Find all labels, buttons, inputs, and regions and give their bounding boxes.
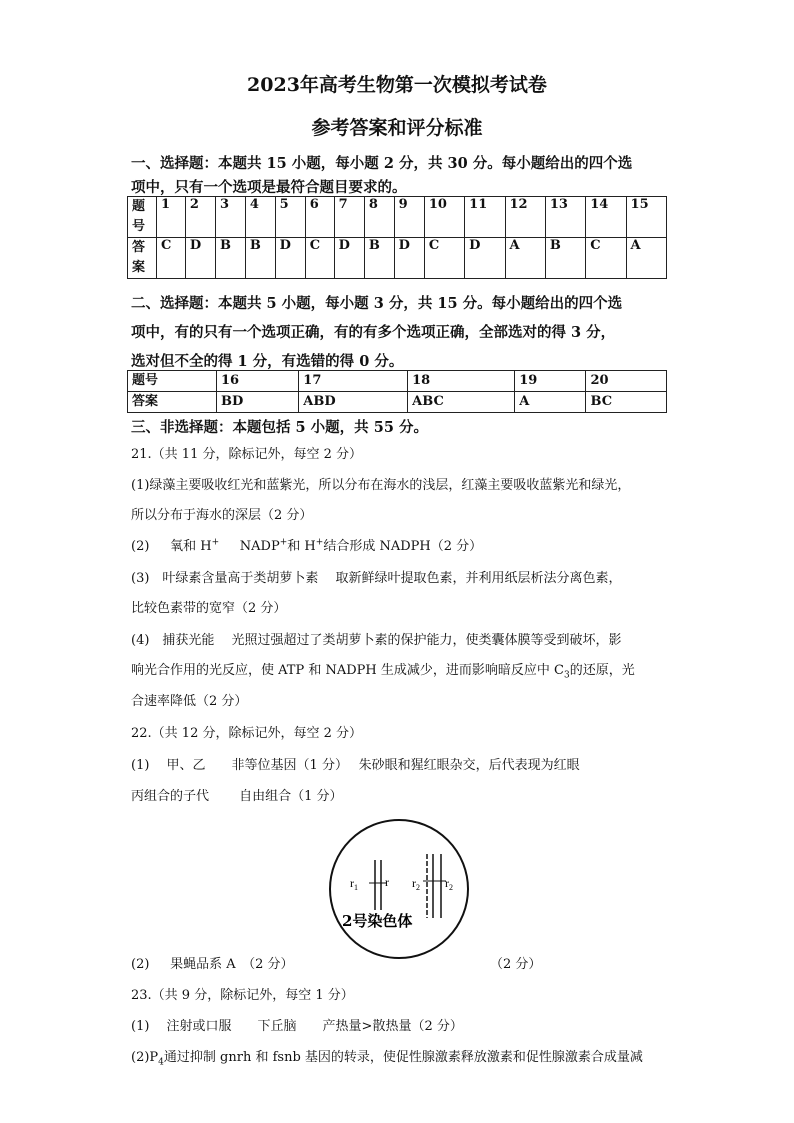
answer-cell: ABD <box>299 392 408 413</box>
row-header-question: 题号 <box>128 371 217 392</box>
q21-answer-2 <box>131 535 482 554</box>
question-number: 18 <box>408 371 515 392</box>
q22-answer-2 <box>131 953 294 972</box>
question-number: 14 <box>586 197 626 238</box>
answer-cell: ABC <box>408 392 515 413</box>
row-header-answer: 答案 <box>128 392 217 413</box>
answer-row <box>128 238 667 279</box>
answer-cell: BC <box>586 392 667 413</box>
row-header-question: 题号 <box>128 197 157 238</box>
q21-header: 21.（共 11 分，除标记外，每空 2 分） <box>131 447 363 462</box>
answer-cell: BD <box>217 392 299 413</box>
superscript-plus: + <box>211 537 220 548</box>
question-number: 4 <box>245 197 275 238</box>
section1-intro-line1: 一、选择题：本题共 15 小题，每小题 2 分，共 30 分。每小题给出的四个选 <box>131 155 633 172</box>
answer-cell: A <box>505 238 545 279</box>
answer-text: 氧和 H <box>170 539 212 554</box>
question-number: 1 <box>157 197 186 238</box>
q23-answer-1: (1) 注射或口服 下丘脑 产热量>散热量（2 分） <box>131 1019 463 1034</box>
question-number: 15 <box>626 197 666 238</box>
answer-cell: D <box>334 238 364 279</box>
answer-cell: B <box>216 238 246 279</box>
answer-row <box>128 392 667 413</box>
superscript-plus: + <box>315 537 324 548</box>
question-number: 5 <box>275 197 305 238</box>
question-number: 7 <box>334 197 364 238</box>
q21-answer-4b <box>131 659 635 681</box>
q22-answer-1a: (1) 甲、乙 非等位基因（1 分） 朱砂眼和猩红眼杂交，后代表现为红眼 <box>131 758 580 773</box>
answer-cell: A <box>626 238 666 279</box>
question-number: 11 <box>465 197 505 238</box>
answer-text: 果蝇品系 A （2 分） <box>170 957 294 972</box>
question-number: 20 <box>586 371 667 392</box>
answer-cell: D <box>185 238 215 279</box>
question-number: 17 <box>299 371 408 392</box>
q21-answer-1b: 所以分布于海水的深层（2 分） <box>131 508 313 523</box>
section2-intro-line1: 二、选择题：本题共 5 小题，每小题 3 分，共 15 分。每小题给出的四个选 <box>131 295 623 312</box>
section2-answer-table <box>127 370 667 413</box>
section2-intro-line2: 项中，有的只有一个选项正确，有的有多个选项正确，全部选对的得 3 分， <box>131 324 616 341</box>
gene-label-r2-right: $r_2$ <box>445 876 453 892</box>
q21-answer-4c: 合速率降低（2 分） <box>131 694 248 709</box>
question-number: 10 <box>424 197 464 238</box>
q21-answer-3b: 比较色素带的宽窄（2 分） <box>131 601 287 616</box>
answer-cell: C <box>305 238 334 279</box>
answer-cell: C <box>424 238 464 279</box>
q23-header: 23.（共 9 分，除标记外，每空 1 分） <box>131 988 354 1003</box>
answer-cell: D <box>275 238 305 279</box>
superscript-plus: + <box>279 537 288 548</box>
row-header-answer: 答案 <box>128 238 157 279</box>
answer-text: 通过抑制 gnrh 和 fsnb 基因的转录，使促性腺激素释放激素和促性腺激素合成量减 <box>163 1050 643 1065</box>
gene-label-r: r <box>385 875 389 889</box>
question-number: 12 <box>505 197 545 238</box>
chromosome-diagram <box>328 818 470 960</box>
gene-label-r1: $r_1$ <box>350 876 358 892</box>
answer-text: 和 H <box>287 539 316 554</box>
q21-answer-1a: (1)绿藻主要吸收红光和蓝紫光，所以分布在海水的浅层，红藻主要吸收蓝紫光和绿光， <box>131 478 631 493</box>
item-number: (2) <box>131 957 150 972</box>
answer-text: 响光合作用的光反应，使 ATP 和 NADPH 生成减少，进而影响暗反应中 C <box>131 663 564 678</box>
section1-intro-line2: 项中，只有一个选项是最符合题目要求的。 <box>131 179 407 196</box>
answer-cell: C <box>157 238 186 279</box>
gene-label-r2-left: $r_2$ <box>412 876 420 892</box>
question-number: 9 <box>394 197 424 238</box>
question-number: 19 <box>515 371 586 392</box>
question-number: 16 <box>217 371 299 392</box>
item-number: (2) <box>131 539 150 554</box>
answer-cell: C <box>586 238 626 279</box>
question-number: 2 <box>185 197 215 238</box>
answer-cell: D <box>465 238 505 279</box>
question-number: 3 <box>216 197 246 238</box>
q22-answer-1b: 丙组合的子代 自由组合（1 分） <box>131 789 343 804</box>
section3-heading: 三、非选择题：本题包括 5 小题，共 55 分。 <box>131 419 428 436</box>
q22-score: （2 分） <box>490 957 542 972</box>
answer-text: 的还原，光 <box>569 663 635 678</box>
answer-cell: A <box>515 392 586 413</box>
section1-answer-table <box>127 196 667 279</box>
exam-title: 2023年高考生物第一次模拟考试卷 <box>247 74 547 96</box>
answer-key-title: 参考答案和评分标准 <box>311 117 483 139</box>
answer-cell: B <box>545 238 585 279</box>
question-number: 6 <box>305 197 334 238</box>
answer-cell: D <box>394 238 424 279</box>
answer-text: (2)P <box>131 1050 159 1065</box>
answer-text: NADP <box>239 539 280 554</box>
subscript-3: 3 <box>563 670 570 681</box>
answer-cell: B <box>245 238 275 279</box>
subscript-4: 4 <box>158 1057 164 1068</box>
question-number: 8 <box>364 197 394 238</box>
answer-cell: B <box>364 238 394 279</box>
answer-text: 结合形成 NADPH（2 分） <box>323 539 483 554</box>
q21-answer-4a: (4) 捕获光能 光照过强超过了类胡萝卜素的保护能力，使类囊体膜等受到破坏，影 <box>131 633 622 648</box>
q23-answer-2 <box>131 1046 643 1068</box>
section2-intro-line3: 选对但不全的得 1 分，有选错的得 0 分。 <box>131 353 404 370</box>
question-number: 13 <box>545 197 585 238</box>
question-number-row <box>128 197 667 238</box>
q21-answer-3a: (3) 叶绿素含量高于类胡萝卜素 取新鲜绿叶提取色素，并利用纸层析法分离色素， <box>131 571 622 586</box>
q22-header: 22.（共 12 分，除标记外，每空 2 分） <box>131 726 363 741</box>
question-number-row <box>128 371 667 392</box>
chromosome-label: 2号染色体 <box>342 912 413 930</box>
